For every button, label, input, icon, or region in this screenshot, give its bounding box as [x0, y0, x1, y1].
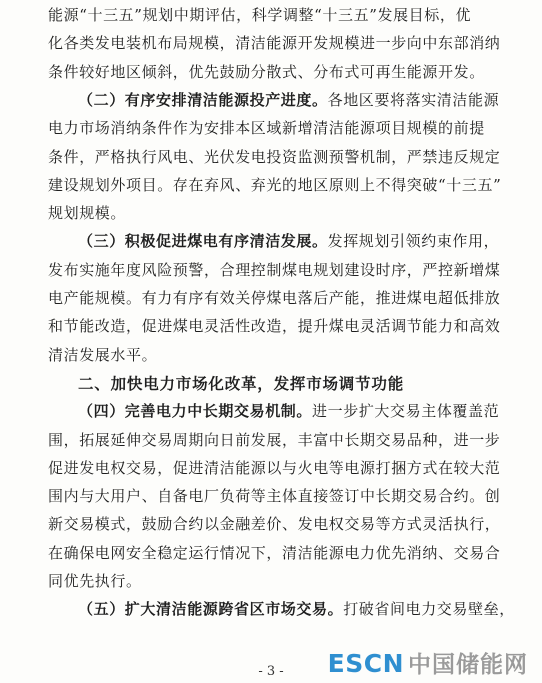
paragraph-line: 和节能改造，促进煤电灵活性改造，提升煤电灵活调节能力和高效 — [48, 317, 501, 336]
paragraph-line: 促进发电权交易，促进清洁能源以与火电等电源打捆方式在较大范 — [48, 458, 501, 477]
watermark-latin: ESCN — [327, 649, 404, 678]
paragraph-line — [78, 598, 515, 619]
section-lead: （三）积极促进煤电有序清洁发展。 — [78, 232, 328, 251]
page-number: - 3 - — [258, 664, 284, 679]
paragraph-line: 发布实施年度风险预警，合理控制煤电规划建设时序，严控新增煤 — [48, 260, 501, 279]
paragraph-line: 在确保电网安全稳定运行情况下，清洁能源电力优先消纳、交易合 — [48, 543, 501, 562]
paragraph-line: 新交易模式，鼓励合约以金融差价、发电权交易等方式灵活执行， — [48, 515, 501, 534]
paragraph-line: 建设规划外项目。存在弃风、弃光的地区原则上不得突破“十三五” — [48, 175, 502, 194]
watermark-chinese: 中国储能网 — [408, 652, 528, 678]
paragraph-line: 条件较好地区倾斜，优先鼓励分散式、分布式可再生能源开发。 — [48, 62, 485, 81]
section-rest: 发挥规划引领约束作用， — [327, 232, 500, 251]
paragraph-line: 规划规模。 — [48, 204, 127, 223]
paragraph-line: 清洁发展水平。 — [48, 345, 158, 364]
paragraph-line: 同优先执行。 — [48, 572, 142, 590]
paragraph-line: 电力市场消纳条件作为安排本区域新增清洁能源项目规模的前提 — [48, 119, 485, 138]
paragraph-line — [78, 89, 499, 110]
paragraph-line: 围内与大用户、自备电厂负荷等主体直接签订中长期交易合约。创 — [48, 487, 501, 506]
paragraph-line: 化各类发电装机布局规模，清洁能源开发规模进一步向中东部消纳 — [48, 34, 501, 53]
section-rest: 打破省间电力交易壁垒， — [343, 600, 515, 619]
section-lead: （四）完善电力中长期交易机制。 — [78, 402, 313, 421]
escn-watermark-logo — [328, 646, 528, 679]
paragraph-line — [78, 230, 499, 251]
section-heading: 二、加快电力市场化改革，发挥市场调节功能 — [78, 374, 405, 393]
section-lead: （二）有序安排清洁能源投产进度。 — [78, 90, 328, 109]
section-rest: 进一步扩大交易主体覆盖范 — [312, 402, 500, 421]
paragraph-line — [78, 400, 499, 421]
paragraph-line: 围，拓展延伸交易周期向日前发展，丰富中长期交易品种，进一步 — [48, 430, 501, 449]
paragraph-line: 条件，严格执行风电、光伏发电投资监测预警机制，严禁违反规定 — [48, 147, 501, 166]
paragraph-line: 能源“十三五”规划中期评估，科学调整“十三五”发展目标，优 — [48, 6, 472, 24]
section-rest: 各地区要将落实清洁能源 — [327, 90, 500, 109]
paragraph-line: 电产能规模。有力有序有效关停煤电落后产能，推进煤电超低排放 — [48, 289, 501, 307]
section-lead: （五）扩大清洁能源跨省区市场交易。 — [78, 600, 344, 619]
